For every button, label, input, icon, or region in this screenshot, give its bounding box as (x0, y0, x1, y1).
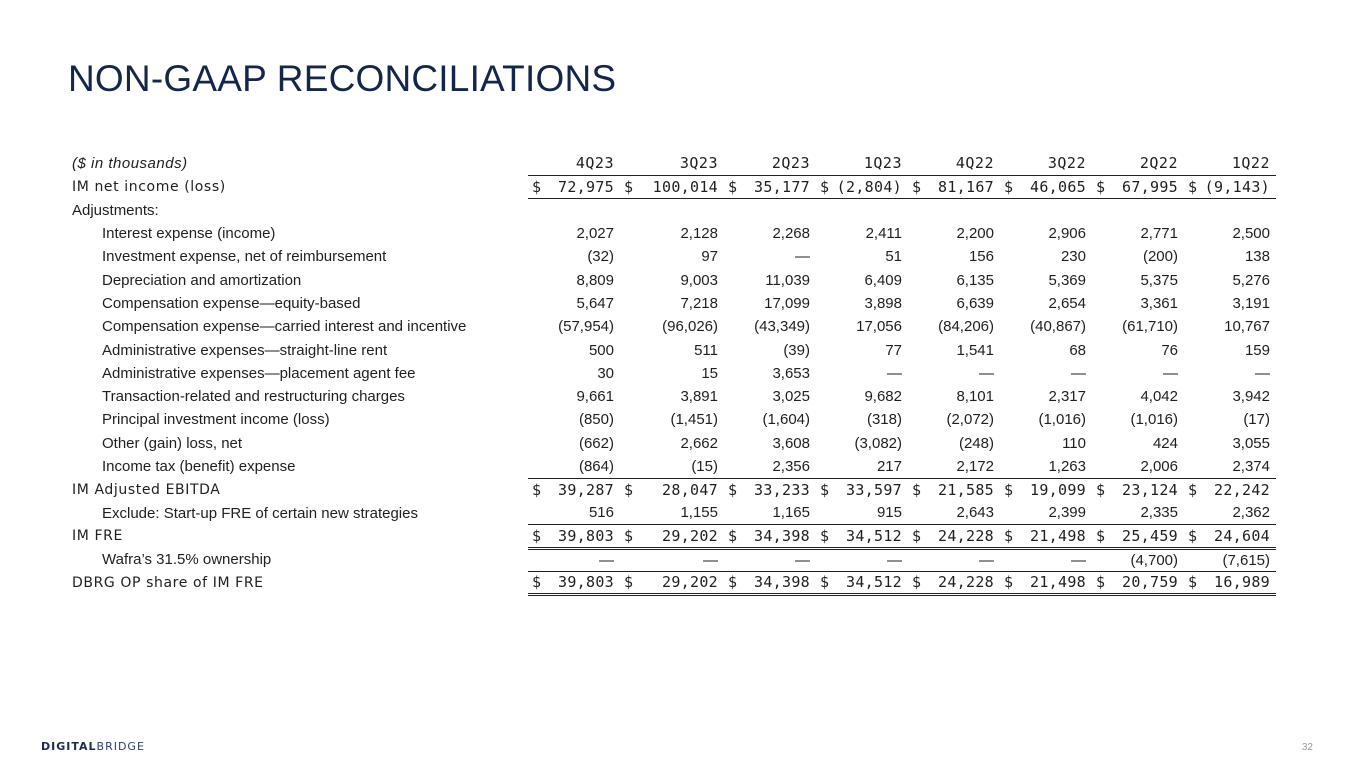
table-cell: 3,898 (864, 294, 902, 312)
dollar-sign: $ (728, 573, 738, 592)
row-label: DBRG OP share of IM FRE (72, 574, 264, 591)
table-cell: 2,027 (576, 225, 614, 243)
cell-value: 16,989 (1214, 573, 1270, 592)
dollar-sign: $ (820, 481, 830, 500)
row-label: Transaction-related and restructuring charges (102, 388, 405, 406)
cell-value: 24,604 (1214, 526, 1270, 545)
table-cell: (1,451) (670, 411, 718, 429)
logo-text-digital: DIGITAL (41, 740, 97, 753)
table-cell: 1,155 (620, 501, 724, 524)
table-cell: — (1163, 364, 1178, 382)
table-cell: 2,172 (908, 455, 1000, 478)
table-cell: 51 (885, 248, 902, 266)
dollar-sign: $ (1188, 526, 1198, 545)
row-label: Income tax (benefit) expense (102, 458, 296, 475)
table-cell (620, 199, 724, 222)
cell-value: (9,143) (1204, 177, 1270, 196)
cell-value: 25,459 (1122, 526, 1178, 545)
column-header: 2Q23 (724, 152, 816, 175)
table-cell: 2,356 (724, 455, 816, 478)
table-row (68, 245, 1276, 268)
cell-value: 29,202 (662, 526, 718, 545)
table-row (68, 548, 1276, 571)
row-label: Adjustments: (72, 201, 159, 219)
table-cell: 2,500 (1232, 225, 1270, 243)
table-cell: 156 (968, 248, 994, 266)
table-cell: 6,639 (956, 294, 994, 312)
cell-value: 21,498 (1030, 526, 1086, 545)
table-cell: (864) (528, 455, 620, 478)
table-cell (528, 525, 620, 548)
table-cell: (61,710) (1122, 318, 1178, 336)
cell-value: 23,124 (1122, 481, 1178, 500)
table-cell (528, 571, 620, 594)
table-cell: 2,399 (1000, 501, 1092, 524)
page-number: 32 (1301, 742, 1313, 753)
table-cell: 3,608 (772, 434, 810, 452)
cell-value: 100,014 (652, 177, 718, 196)
table-cell: (3,082) (854, 434, 902, 452)
dollar-sign: $ (728, 177, 738, 196)
dollar-sign: $ (1096, 573, 1106, 592)
table-cell: (96,026) (662, 318, 718, 336)
table-cell: — (816, 548, 908, 571)
table-cell: (40,867) (1030, 318, 1086, 336)
table-cell: 4,042 (1140, 388, 1178, 406)
table-cell: (15) (620, 455, 724, 478)
table-cell: 159 (1244, 341, 1270, 359)
table-cell: — (887, 364, 902, 382)
table-row (68, 268, 1276, 291)
table-cell: 17,099 (764, 294, 810, 312)
table-cell: 1,541 (956, 341, 994, 359)
dollar-sign: $ (624, 573, 634, 592)
table-cell: 9,661 (576, 388, 614, 406)
table-cell: (7,615) (1184, 548, 1276, 571)
table-cell: (662) (578, 434, 614, 452)
table-cell: (248) (958, 434, 994, 452)
table-cell: 6,135 (956, 271, 994, 289)
table-cell: 77 (885, 341, 902, 359)
table-cell: — (908, 548, 1000, 571)
table-cell: 2,335 (1092, 501, 1184, 524)
column-header: 4Q22 (908, 152, 1000, 175)
cell-value: 24,228 (938, 573, 994, 592)
table-cell (620, 478, 724, 501)
header-row (68, 152, 1276, 175)
table-cell: — (528, 548, 620, 571)
cell-value: 20,759 (1122, 573, 1178, 592)
table-cell: 11,039 (765, 271, 810, 289)
table-cell (908, 525, 1000, 548)
table-cell (724, 199, 816, 222)
table-cell: 2,771 (1140, 225, 1178, 243)
table-cell (1000, 175, 1092, 198)
table-cell (1184, 525, 1276, 548)
table-cell (528, 175, 620, 198)
dollar-sign: $ (820, 526, 830, 545)
table-cell (908, 571, 1000, 594)
table-cell: 511 (694, 341, 718, 359)
row-label: Interest expense (income) (102, 225, 276, 243)
table-cell: 5,276 (1232, 271, 1270, 289)
table-cell: 2,906 (1048, 225, 1086, 243)
table-cell (908, 175, 1000, 198)
table-cell (1092, 525, 1184, 548)
cell-value: 39,287 (558, 481, 614, 500)
table-cell: (200) (1142, 248, 1178, 266)
row-label: Administrative expenses—placement agent fee (102, 364, 416, 382)
cell-value: 72,975 (558, 177, 614, 196)
table-row (68, 501, 1276, 524)
cell-value: (2,804) (836, 177, 902, 196)
cell-value: 22,242 (1214, 481, 1270, 500)
cell-value: 34,512 (846, 573, 902, 592)
row-label: Exclude: Start-up FRE of certain new strategies (102, 504, 418, 522)
table-cell (816, 571, 908, 594)
row-label: Administrative expenses—straight-line rent (102, 341, 388, 359)
table-cell: — (1071, 364, 1086, 382)
table-cell: 3,055 (1232, 434, 1270, 452)
dollar-sign: $ (1096, 526, 1106, 545)
cell-value: 19,099 (1030, 481, 1086, 500)
table-row (68, 385, 1276, 408)
table-cell: 17,056 (856, 318, 902, 336)
table-row (68, 199, 1276, 222)
dollar-sign: $ (728, 481, 738, 500)
table-cell (816, 478, 908, 501)
table-cell: 915 (816, 501, 908, 524)
table-cell: (57,954) (558, 318, 614, 336)
page-title: NON-GAAP RECONCILIATIONS (68, 58, 617, 99)
table-cell: (43,349) (754, 318, 810, 336)
cell-value: 39,803 (558, 573, 614, 592)
table-cell: 6,409 (864, 271, 902, 289)
cell-value: 34,398 (754, 573, 810, 592)
table-cell (724, 478, 816, 501)
column-header: 4Q23 (528, 152, 620, 175)
table-row (68, 525, 1276, 548)
table-cell (1092, 199, 1184, 222)
table-cell: 7,218 (680, 294, 718, 312)
table-row (68, 315, 1276, 338)
dollar-sign: $ (624, 526, 634, 545)
dollar-sign: $ (912, 573, 922, 592)
dollar-sign: $ (820, 177, 830, 196)
column-header: 1Q22 (1184, 152, 1276, 175)
table-cell: — (1255, 364, 1270, 382)
table-row (68, 455, 1276, 478)
table-cell (1000, 525, 1092, 548)
table-cell: 3,025 (772, 388, 810, 406)
table-row (68, 408, 1276, 431)
row-label: Depreciation and amortization (102, 271, 302, 289)
dollar-sign: $ (1004, 177, 1014, 196)
table-cell: 2,128 (680, 225, 718, 243)
table-cell: 5,647 (576, 294, 614, 312)
row-label: IM net income (loss) (72, 178, 226, 195)
table-cell: 1,263 (1000, 455, 1092, 478)
table-cell: 2,200 (956, 225, 994, 243)
table-cell: 15 (701, 364, 718, 382)
table-cell: 2,006 (1092, 455, 1184, 478)
table-cell: 2,317 (1048, 388, 1086, 406)
table-cell: 3,653 (772, 364, 810, 382)
table-cell (816, 199, 908, 222)
column-header: 2Q22 (1092, 152, 1184, 175)
dollar-sign: $ (624, 177, 634, 196)
table-row (68, 222, 1276, 245)
dollar-sign: $ (624, 481, 634, 500)
dollar-sign: $ (1188, 573, 1198, 592)
dollar-sign: $ (532, 481, 542, 500)
dollar-sign: $ (532, 526, 542, 545)
table-cell: (17) (1243, 411, 1270, 429)
dollar-sign: $ (1096, 481, 1106, 500)
table-cell (816, 525, 908, 548)
table-cell: (1,016) (1130, 411, 1178, 429)
cell-value: 81,167 (938, 177, 994, 196)
table-cell (1092, 571, 1184, 594)
dollar-sign: $ (912, 526, 922, 545)
table-row (68, 571, 1276, 594)
table-cell: 2,411 (865, 225, 902, 243)
table-cell: — (1000, 548, 1092, 571)
table-row (68, 292, 1276, 315)
table-cell: 217 (816, 455, 908, 478)
table-cell (816, 175, 908, 198)
table-cell: 1,165 (724, 501, 816, 524)
row-label: Wafra’s 31.5% ownership (102, 551, 272, 569)
table-cell: 8,809 (576, 271, 614, 289)
table-row (68, 432, 1276, 455)
table-cell: 30 (597, 364, 614, 382)
row-label: IM FRE (72, 528, 123, 545)
table-cell (1184, 199, 1276, 222)
row-label: IM Adjusted EBITDA (72, 481, 221, 498)
table-cell (1184, 478, 1276, 501)
table-cell: 2,268 (772, 225, 810, 243)
table-cell: 500 (588, 341, 614, 359)
table-cell (724, 571, 816, 594)
table-cell (1092, 478, 1184, 501)
row-label: Principal investment income (loss) (102, 411, 330, 429)
table-cell: 68 (1069, 341, 1086, 359)
reconciliation-table (68, 152, 1276, 596)
row-label: Compensation expense—equity-based (102, 294, 361, 312)
table-cell (1000, 199, 1092, 222)
table-cell (908, 478, 1000, 501)
cell-value: 39,803 (558, 526, 614, 545)
table-cell: 9,003 (680, 271, 718, 289)
dollar-sign: $ (1188, 481, 1198, 500)
digitalbridge-logo (41, 740, 145, 753)
row-label: Investment expense, net of reimbursement (102, 248, 387, 266)
table-cell (620, 175, 724, 198)
table-cell: 230 (1060, 248, 1086, 266)
dollar-sign: $ (1188, 177, 1198, 196)
row-label: Compensation expense—carried interest and incentive (102, 318, 467, 336)
table-cell: (2,072) (946, 411, 994, 429)
table-cell: 3,891 (680, 388, 718, 406)
table-cell: (84,206) (938, 318, 994, 336)
column-header: 3Q22 (1000, 152, 1092, 175)
dollar-sign: $ (532, 177, 542, 196)
row-label: Other (gain) loss, net (102, 434, 243, 452)
table-row (68, 175, 1276, 198)
unit-label: ($ in thousands) (72, 155, 188, 173)
table-cell: 424 (1152, 434, 1178, 452)
table-cell: 2,643 (908, 501, 1000, 524)
table-cell: 5,375 (1140, 271, 1178, 289)
table-cell (1000, 571, 1092, 594)
dollar-sign: $ (728, 526, 738, 545)
table-cell (1184, 571, 1276, 594)
table-cell: (1,604) (762, 411, 810, 429)
dollar-sign: $ (1004, 573, 1014, 592)
table-cell: 3,361 (1140, 294, 1178, 312)
table-cell: 516 (528, 501, 620, 524)
cell-value: 24,228 (938, 526, 994, 545)
dollar-sign: $ (912, 481, 922, 500)
table-cell: 2,654 (1048, 294, 1086, 312)
cell-value: 34,398 (754, 526, 810, 545)
table-cell: 5,369 (1048, 271, 1086, 289)
dollar-sign: $ (820, 573, 830, 592)
cell-value: 67,995 (1122, 177, 1178, 196)
table-cell: 3,191 (1232, 294, 1270, 312)
logo-text-bridge: BRIDGE (96, 740, 145, 753)
table-cell (620, 525, 724, 548)
table-row (68, 338, 1276, 361)
table-cell (620, 571, 724, 594)
dollar-sign: $ (1004, 481, 1014, 500)
cell-value: 35,177 (754, 177, 810, 196)
table-cell: — (620, 548, 724, 571)
table-cell (724, 175, 816, 198)
table-cell: 2,662 (680, 434, 718, 452)
dollar-sign: $ (912, 177, 922, 196)
cell-value: 29,202 (662, 573, 718, 592)
cell-value: 34,512 (846, 526, 902, 545)
cell-value: 21,498 (1030, 573, 1086, 592)
table-cell: 2,374 (1184, 455, 1276, 478)
table-cell (1000, 478, 1092, 501)
table-row (68, 362, 1276, 385)
column-header: 1Q23 (816, 152, 908, 175)
table-cell: 8,101 (956, 388, 994, 406)
cell-value: 21,585 (938, 481, 994, 500)
column-header: 3Q23 (620, 152, 724, 175)
table-cell: 3,942 (1232, 388, 1270, 406)
table-cell: 2,362 (1184, 501, 1276, 524)
cell-value: 33,233 (754, 481, 810, 500)
table-cell: (1,016) (1038, 411, 1086, 429)
dollar-sign: $ (1096, 177, 1106, 196)
table-cell: 10,767 (1224, 318, 1270, 336)
table-cell: — (795, 248, 810, 266)
cell-value: 28,047 (662, 481, 718, 500)
table-cell: (39) (783, 341, 810, 359)
table-cell (908, 199, 1000, 222)
cell-value: 46,065 (1030, 177, 1086, 196)
table-cell: 110 (1062, 434, 1086, 452)
table-cell (1092, 175, 1184, 198)
table-cell: 138 (1244, 248, 1270, 266)
dollar-sign: $ (1004, 526, 1014, 545)
table-row (68, 478, 1276, 501)
table-cell: 9,682 (864, 388, 902, 406)
table-cell (528, 199, 620, 222)
table-cell: (4,700) (1092, 548, 1184, 571)
table-cell: (318) (866, 411, 902, 429)
table-cell (528, 478, 620, 501)
table-cell: 76 (1161, 341, 1178, 359)
table-cell: (850) (578, 411, 614, 429)
table-cell: 97 (701, 248, 718, 266)
table-cell (724, 525, 816, 548)
cell-value: 33,597 (846, 481, 902, 500)
table-cell: (32) (587, 248, 614, 266)
table-cell: — (979, 364, 994, 382)
table-cell (1184, 175, 1276, 198)
table-cell: — (724, 548, 816, 571)
dollar-sign: $ (532, 573, 542, 592)
